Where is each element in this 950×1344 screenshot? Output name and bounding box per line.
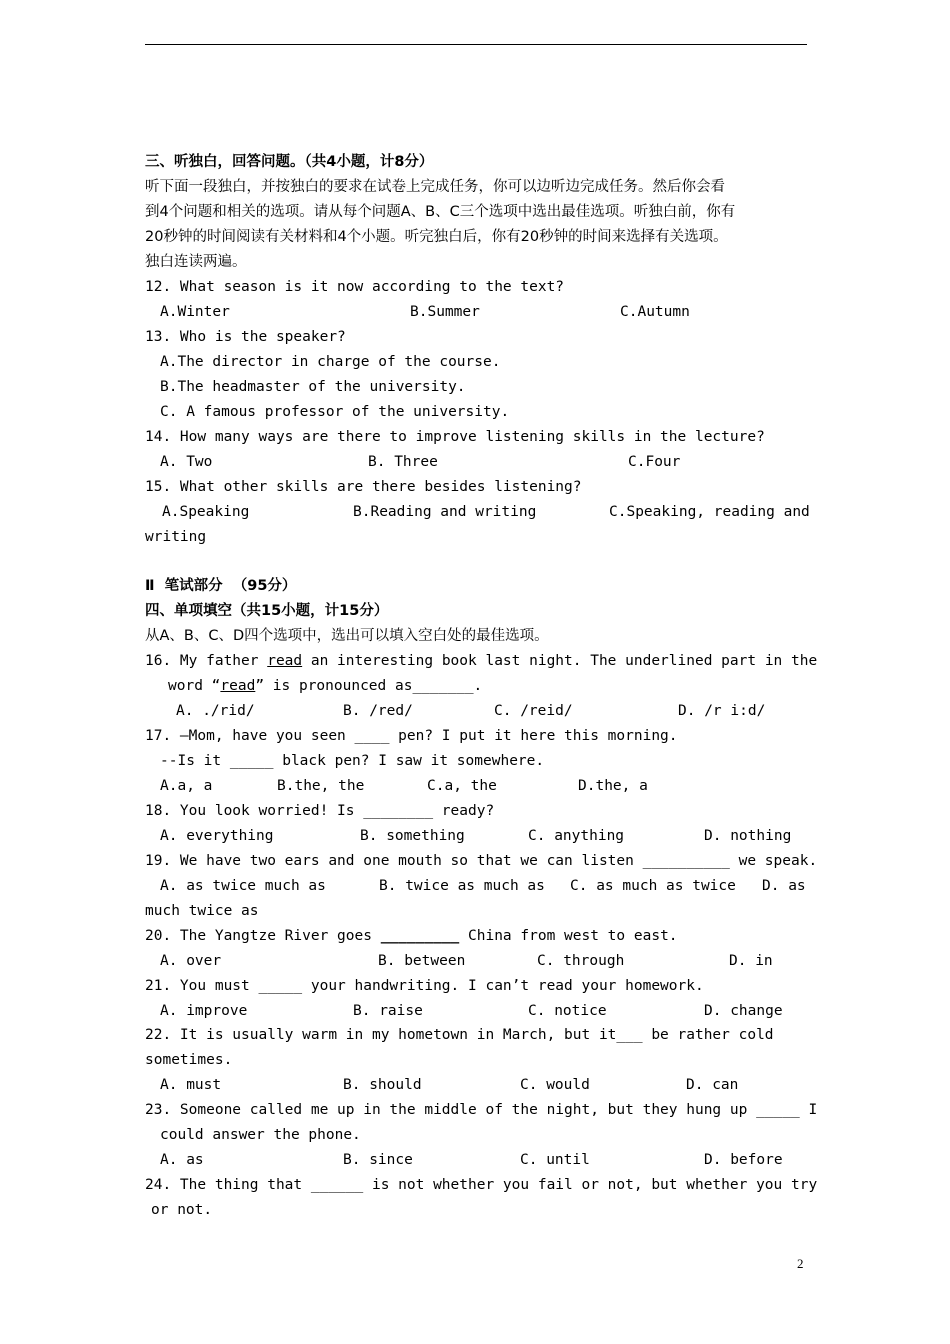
option-15-b: B.Reading and writing [353, 504, 537, 520]
option-15-a: A.Speaking [162, 504, 250, 520]
section3-instruction-3: 20秒钟的时间阅读有关材料和4个小题。听完独白后，你有20秒钟的时间来选择有关选项。 [145, 229, 728, 245]
part2-title: Ⅱ 笔试部分 （95分） [145, 578, 297, 594]
option-22-a: A. must [160, 1077, 222, 1093]
option-15-c-cont: writing [145, 529, 207, 545]
option-19-c: C. as much as twice [570, 878, 736, 894]
option-20-a: A. over [160, 953, 222, 969]
question-14: 14. How many ways are there to improve listening skills in the lecture? [145, 429, 765, 445]
question-24-cont: or not. [151, 1202, 213, 1218]
question-18: 18. You look worried! Is ________ ready? [145, 803, 495, 819]
question-17: 17. –Mom, have you seen ____ pen? I put it here this morning. [145, 728, 678, 744]
option-18-c: C. anything [528, 828, 625, 844]
question-20: 20. The Yangtze River goes _________ China from west to east. [145, 928, 678, 944]
section3-title: 三、听独白，回答问题。（共4小题，计8分） [145, 154, 434, 170]
question-22: 22. It is usually warm in my hometown in March, but it___ be rather cold [145, 1027, 774, 1043]
option-17-d: D.the, a [578, 778, 648, 794]
option-16-d: D. /r i:d/ [678, 703, 766, 719]
option-19-d-cont: much twice as [145, 903, 259, 919]
question-17-cont: --Is it _____ black pen? I saw it somewhere. [160, 753, 545, 769]
section3-instruction-2: 到4个问题和相关的选项。请从每个问题A、B、C三个选项中选出最佳选项。听独白前，你有 [145, 204, 736, 220]
question-23-cont: could answer the phone. [160, 1127, 361, 1143]
option-12-c: C.Autumn [620, 304, 690, 320]
question-19: 19. We have two ears and one mouth so that we can listen __________ we speak. [145, 853, 818, 869]
option-23-c: C. until [520, 1152, 590, 1168]
option-12-a: A.Winter [160, 304, 230, 320]
option-17-b: B.the, the [277, 778, 365, 794]
option-23-d: D. before [704, 1152, 783, 1168]
question-12: 12. What season is it now according to the text? [145, 279, 565, 295]
option-23-a: A. as [160, 1152, 204, 1168]
option-14-a: A. Two [160, 454, 213, 470]
option-15-c: C.Speaking, reading and [609, 504, 810, 520]
option-22-c: C. would [520, 1077, 590, 1093]
option-21-d: D. change [704, 1003, 783, 1019]
option-21-c: C. notice [528, 1003, 607, 1019]
option-21-a: A. improve [160, 1003, 248, 1019]
option-13-c: C. A famous professor of the university. [160, 404, 510, 420]
option-21-b: B. raise [353, 1003, 423, 1019]
option-12-b: B.Summer [410, 304, 480, 320]
question-21: 21. You must _____ your handwriting. I can’t read your homework. [145, 978, 704, 994]
option-20-b: B. between [378, 953, 466, 969]
answer-blank: _________ [380, 928, 460, 944]
underlined-word: read [220, 678, 256, 694]
option-13-a: A.The director in charge of the course. [160, 354, 501, 370]
page-number: 2 [797, 1256, 804, 1271]
option-20-c: C. through [537, 953, 625, 969]
option-16-b: B. /red/ [343, 703, 413, 719]
section3-instruction-1: 听下面一段独白，并按独白的要求在试卷上完成任务，你可以边听边完成任务。然后你会看 [145, 179, 725, 195]
question-15: 15. What other skills are there besides listening? [145, 479, 582, 495]
section3-instruction-4: 独白连读两遍。 [145, 254, 247, 270]
option-17-c: C.a, the [427, 778, 497, 794]
option-13-b: B.The headmaster of the university. [160, 379, 466, 395]
option-18-a: A. everything [160, 828, 274, 844]
option-16-c: C. /reid/ [494, 703, 573, 719]
option-20-d: D. in [729, 953, 773, 969]
option-19-d: D. as [762, 878, 806, 894]
option-22-d: D. can [686, 1077, 739, 1093]
section4-instruction: 从A、B、C、D四个选项中，选出可以填入空白处的最佳选项。 [145, 628, 549, 644]
option-19-b: B. twice as much as [379, 878, 545, 894]
option-14-b: B. Three [368, 454, 438, 470]
option-18-d: D. nothing [704, 828, 792, 844]
option-22-b: B. should [343, 1077, 422, 1093]
option-23-b: B. since [343, 1152, 413, 1168]
question-24: 24. The thing that ______ is not whether you fail or not, but whether you try [145, 1177, 818, 1193]
question-16-cont: word “read” is pronounced as_______. [168, 678, 483, 694]
question-22-cont: sometimes. [145, 1052, 233, 1068]
option-18-b: B. something [360, 828, 465, 844]
question-16: 16. My father read an interesting book last night. The underlined part in the [145, 653, 818, 669]
option-19-a: A. as twice much as [160, 878, 326, 894]
underlined-word: read [267, 653, 303, 669]
option-17-a: A.a, a [160, 778, 213, 794]
option-14-c: C.Four [628, 454, 681, 470]
question-23: 23. Someone called me up in the middle of the night, but they hung up _____ I [145, 1102, 818, 1118]
option-16-a: A. ./rid/ [176, 703, 255, 719]
header-rule [145, 44, 807, 45]
question-13: 13. Who is the speaker? [145, 329, 346, 345]
section4-title: 四、单项填空（共15小题，计15分） [145, 603, 389, 619]
